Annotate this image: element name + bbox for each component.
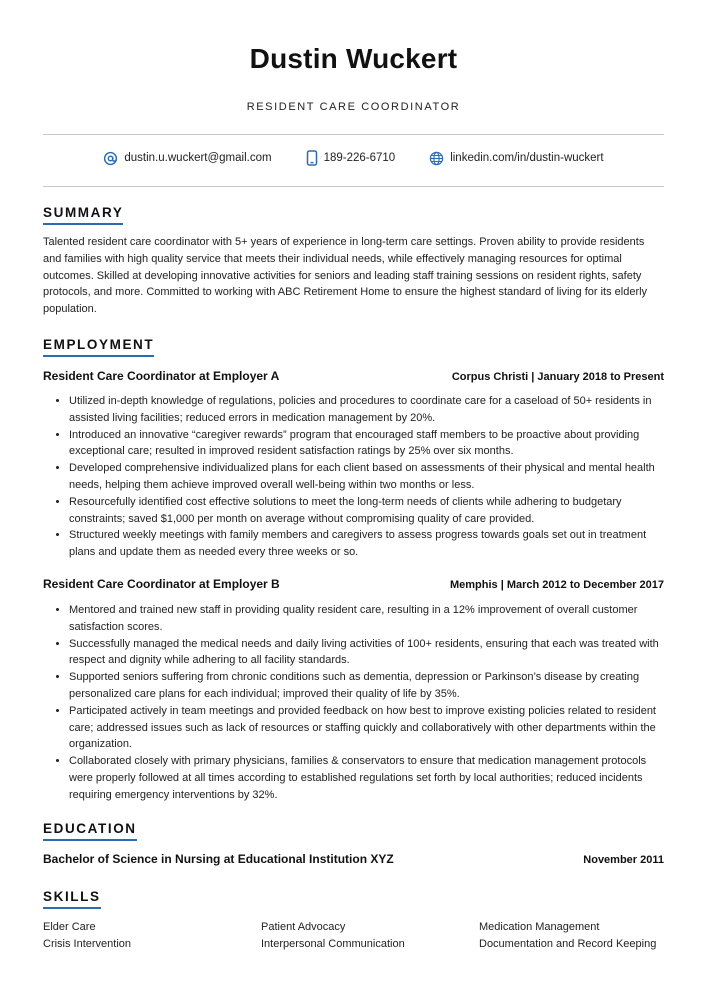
degree-title: Bachelor of Science in Nursing at Educational Institution XYZ — [43, 852, 394, 866]
summary-heading-underline — [43, 223, 123, 225]
contact-email[interactable] — [103, 151, 271, 166]
list-item: • Introduced an innovative “caregiver rewards” program that encouraged staff members to be proactive about providing exceptional care; resulted in improved resident satisfaction ratings by 25% over six months. — [69, 427, 664, 461]
summary-text: Talented resident care coordinator with 5+ years of experience in long-term care settings. Proven ability to provide residents and families with high quality service that meets their individual needs, while effectively managing resources for optimal outcomes. Skilled at developing innovative activities for seniors and leading staff training sessions on resident rights, safety protocols, and more. Committed to working with ABC Retirement Home to ensure the highest standard of living for its elderly population. — [43, 236, 648, 316]
job-meta: Memphis | March 2012 to December 2017 — [449, 579, 664, 591]
contact-bar — [0, 150, 707, 166]
skills-heading-text: SKILLS — [43, 889, 101, 904]
summary-heading-text: SUMMARY — [43, 205, 124, 220]
job-bullets — [43, 602, 664, 804]
job-header — [43, 577, 664, 591]
employment-heading-underline — [43, 355, 154, 357]
education-entry — [43, 852, 664, 866]
list-item: • Developed comprehensive individualized plans for each client based on assessments of their physical and mental health needs, helping them achieve improved overall well-being within two months or less. — [69, 460, 664, 494]
employment-heading — [43, 337, 154, 357]
employment-heading-text: EMPLOYMENT — [43, 337, 155, 352]
contact-linkedin[interactable] — [429, 151, 603, 166]
skills-heading — [43, 889, 101, 909]
summary-heading — [43, 205, 123, 225]
at-icon — [103, 151, 118, 166]
skills-heading-underline — [43, 907, 101, 909]
list-item: • Utilized in-depth knowledge of regulations, policies and procedures to coordinate care for a caseload of 50+ residents in assisted living facilities; reduced errors in medication management by 20%. — [69, 393, 664, 427]
degree-date: November 2011 — [583, 854, 664, 866]
education-heading-underline — [43, 839, 137, 841]
email-text: dustin.u.wuckert@gmail.com — [124, 152, 272, 164]
skill-item: Crisis Intervention — [43, 937, 132, 950]
list-item: • Mentored and trained new staff in providing quality resident care, resulting in a 12% improvement of overall customer satisfaction scores. — [69, 602, 664, 636]
job-title: Resident Care Coordinator at Employer B — [43, 577, 280, 591]
phone-icon — [306, 150, 318, 166]
education-heading — [43, 821, 137, 841]
job-title: Resident Care Coordinator at Employer A — [43, 369, 280, 383]
divider-top — [43, 134, 664, 135]
skill-item: Documentation and Record Keeping — [479, 937, 657, 950]
job-bullets — [43, 393, 664, 561]
candidate-role: RESIDENT CARE COORDINATOR — [246, 101, 461, 113]
skill-item: Elder Care — [43, 921, 96, 933]
list-item: • Resourcefully identified cost effective solutions to meet the long-term needs of clients while adhering to budgetary constraints; saved $1,000 per month on average without compromising quality of care provided. — [69, 494, 664, 528]
skill-item: Patient Advocacy — [261, 921, 346, 933]
list-item: • Supported seniors suffering from chronic conditions such as dementia, depression or Parkinson’s disease by creating personalized care plans for each individual; improved their quality of life by 35%. — [69, 669, 664, 703]
phone-text: 189-226-6710 — [323, 152, 396, 164]
skills-grid — [43, 919, 664, 952]
list-item: • Participated actively in team meetings and provided feedback on how best to improve existing policies related to resident care; addressed issues such as lack of resources or staffing quickly and collaboratively with other departments within the organization. — [69, 703, 664, 753]
skill-item: Medication Management — [479, 921, 600, 933]
candidate-name: Dustin Wuckert — [249, 43, 458, 74]
linkedin-text: linkedin.com/in/dustin-wuckert — [450, 152, 604, 164]
list-item: • Successfully managed the medical needs and daily living activities of 100+ residents, ensuring that each was treated with respect and dignity while adhering to all facility standards. — [69, 636, 664, 670]
divider-contact — [43, 186, 664, 187]
skill-item: Interpersonal Communication — [261, 937, 405, 950]
globe-icon — [429, 151, 444, 166]
contact-phone[interactable] — [306, 150, 396, 166]
job-header — [43, 369, 664, 383]
list-item: • Collaborated closely with primary physicians, families & conservators to ensure that medication management protocols were properly followed at all times according to established regulations set forth by local authorities; reduced incidents requiring emergency interventions by 32%. — [69, 753, 664, 803]
list-item: • Structured weekly meetings with family members and caregivers to assess progress towards goals set out in treatment plans and update them as needed every three weeks or so. — [69, 527, 664, 561]
job-meta: Corpus Christi | January 2018 to Present — [451, 371, 664, 383]
education-heading-text: EDUCATION — [43, 821, 137, 836]
